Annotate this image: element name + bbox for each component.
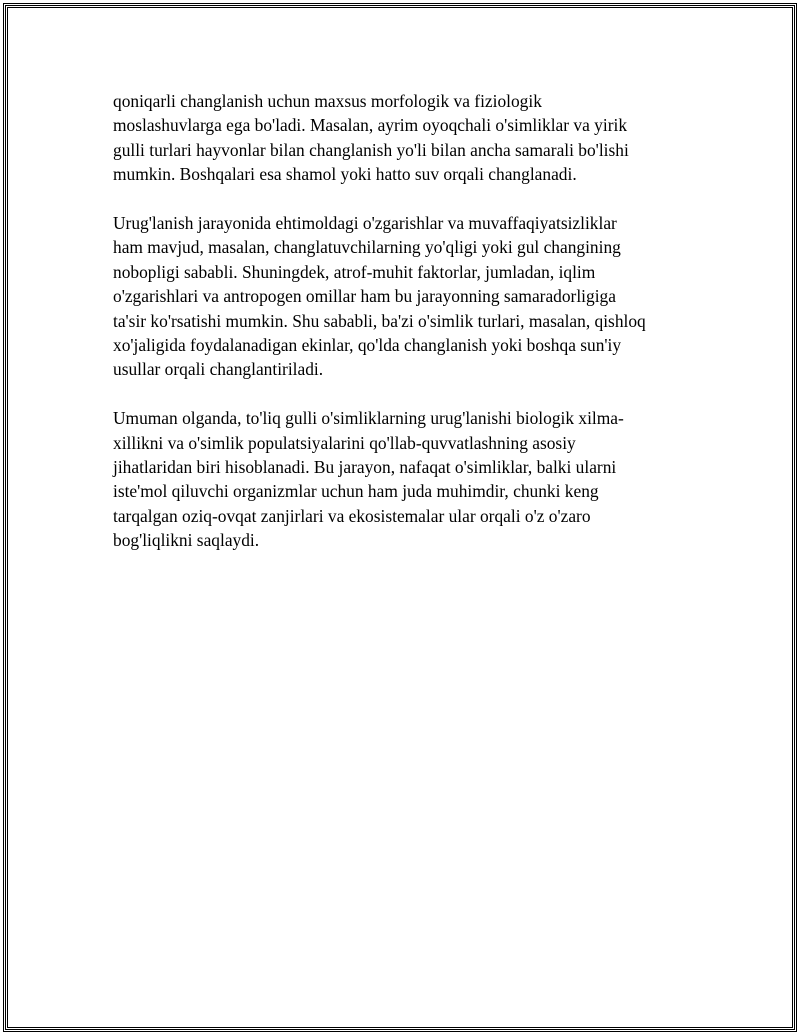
paragraph-line: ham mavjud, masalan, changlatuvchilarning yo'qligi yoki gul changining [113, 237, 621, 258]
paragraph-line: ta'sir ko'rsatishi mumkin. Shu sababli, ba'zi o'simlik turlari, masalan, qishloq [113, 310, 646, 331]
paragraph-line: mumkin. Boshqalari esa shamol yoki hatto suv orqali changlanadi. [113, 164, 577, 185]
paragraph-line: nobopligi sababli. Shuningdek, atrof-muhit faktorlar, jumladan, iqlim [113, 261, 596, 282]
paragraph-2 [113, 211, 693, 382]
document-body [113, 89, 693, 577]
paragraph-line: qoniqarli changlanish uchun maxsus morfologik va fiziologik [113, 91, 542, 111]
paragraph-line: iste'mol qiluvchi organizmlar uchun ham juda muhimdir, chunki keng [113, 481, 599, 502]
paragraph-line: Umuman olganda, to'liq gulli o'simliklarning urug'lanishi biologik xilma- [113, 408, 624, 429]
paragraph-line: bog'liqlikni saqlaydi. [113, 530, 260, 551]
paragraph-line: xo'jaligida foydalanadigan ekinlar, qo'lda changlanish yoki boshqa sun'iy [113, 335, 622, 356]
paragraph-line: jihatlaridan biri hisoblanadi. Bu jarayon, nafaqat o'simliklar, balki ularni [113, 457, 617, 478]
paragraph-line: tarqalgan oziq-ovqat zanjirlari va ekosistemalar ular orqali o'z o'zaro [113, 505, 591, 526]
paragraph-1 [113, 89, 693, 187]
paragraph-line: moslashuvlarga ega bo'ladi. Masalan, ayrim oyoqchali o'simliklar va yirik [113, 115, 628, 136]
paragraph-line: o'zgarishlari va antropogen omillar ham bu jarayonning samaradorligiga [113, 286, 616, 307]
paragraph-line: xillikni va o'simlik populatsiyalarini qo'llab-quvvatlashning asosiy [113, 432, 576, 453]
paragraph-line: usullar orqali changlantiriladi. [113, 359, 324, 380]
paragraph-line: Urug'lanish jarayonida ehtimoldagi o'zgarishlar va muvaffaqiyatsizliklar [113, 213, 617, 234]
paragraph-line: gulli turlari hayvonlar bilan changlanish yo'li bilan ancha samarali bo'lishi [113, 139, 629, 160]
paragraph-3 [113, 406, 693, 552]
